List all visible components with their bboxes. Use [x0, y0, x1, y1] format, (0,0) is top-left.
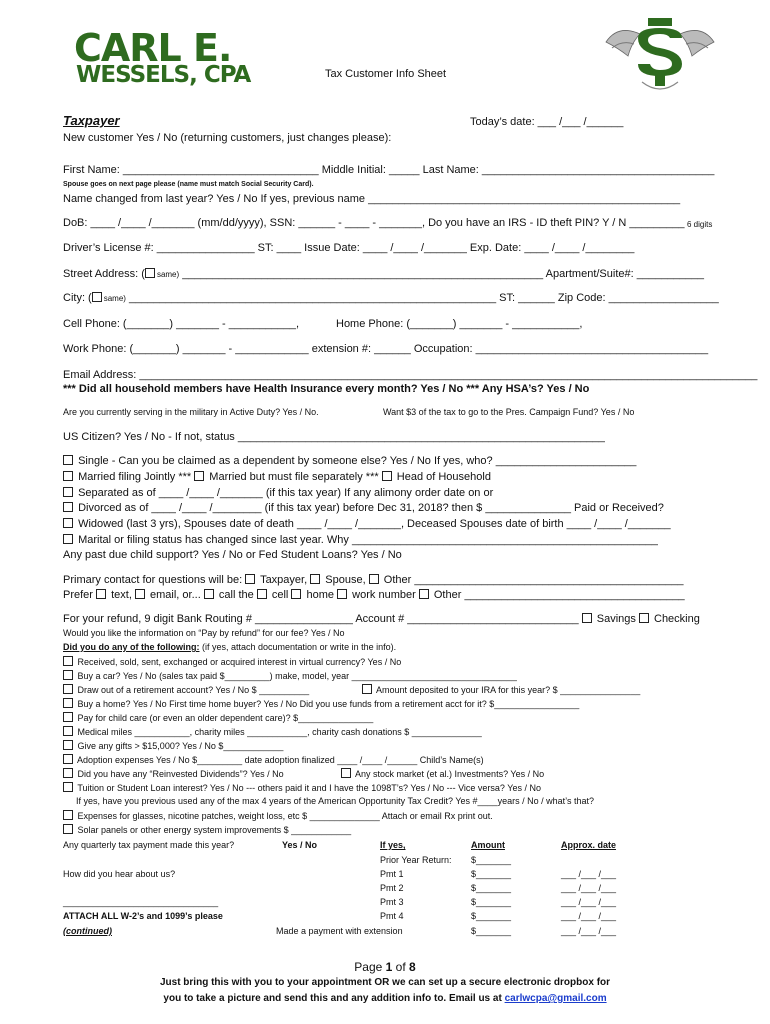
checkbox-icon[interactable] [63, 684, 73, 694]
item-solar[interactable]: Solar panels or other energy system improvements $ ____________ [63, 824, 351, 835]
checkbox-icon[interactable] [63, 810, 73, 820]
checkbox-icon[interactable] [382, 471, 392, 481]
payments-header-ifyes: If yes, [380, 840, 406, 850]
payment-row-amount[interactable]: $_______ [471, 855, 512, 865]
street-label: Street Address: ( [63, 268, 145, 280]
payment-row-date[interactable]: ___ /___ /___ [561, 926, 617, 936]
section-taxpayer-heading: Taxpayer [63, 113, 120, 128]
item-stock-market[interactable]: Any stock market (et al.) Investments? Yes / No [341, 768, 544, 779]
campaign-fund-question: Want $3 of the tax to go to the Pres. Campaign Fund? Yes / No [383, 407, 635, 417]
item-medical-miles[interactable]: Medical miles ___________, charity miles ____________, charity cash donations $ ______________ [63, 726, 482, 737]
brand-name-line2: WESSELS, CPA [76, 62, 251, 88]
attach-w2-note: ATTACH ALL W-2’s and 1099’s please [63, 911, 223, 921]
item-child-care[interactable]: Pay for child care (or even an older dependent care)? $_______________ [63, 712, 373, 723]
item-tuition[interactable]: Tuition or Student Loan interest? Yes / No --- others paid it and I have the 1098T’s? Yes / No --- Vice versa? Yes / No [63, 782, 541, 793]
checkbox-icon[interactable] [194, 471, 204, 481]
item-ira-deposit[interactable]: Amount deposited to your IRA for this year? $ ________________ [362, 684, 640, 695]
item-expenses[interactable]: Expenses for glasses, nicotine patches, weight loss, etc $ ______________ Attach or email Rx print out. [63, 810, 493, 821]
city-same-label: same) [103, 294, 126, 303]
payment-row-label: Pmt 3 [380, 897, 404, 907]
item-draw-out[interactable]: Draw out of a retirement account? Yes / No $ __________ [63, 684, 309, 695]
item-reinvested[interactable]: Did you have any “Reinvested Dividends”? Yes / No [63, 768, 284, 779]
checkbox-icon[interactable] [341, 768, 351, 778]
checkbox-icon[interactable] [204, 589, 214, 599]
prefer-contact-row[interactable]: Prefer text, email, or... call the cell home work number Other ____________________________________ [63, 589, 685, 601]
checkbox-icon[interactable] [92, 292, 102, 302]
city-rest: ____________________________________________________________ ST: ______ Zip Code: __________________ [129, 292, 719, 304]
payment-row-label: Pmt 4 [380, 911, 404, 921]
cell-phone-field[interactable]: Cell Phone: (_______) _______ - ___________, [63, 318, 300, 330]
payment-row-date[interactable]: ___ /___ /___ [561, 911, 617, 921]
payment-row-amount[interactable]: $_______ [471, 869, 512, 879]
email-address-field[interactable]: Email Address: _____________________________________________________________________________________________________ [63, 369, 758, 381]
checkbox-icon[interactable] [63, 754, 73, 764]
checkbox-icon[interactable] [145, 268, 155, 278]
spouse-note: Spouse goes on next page please (name must match Social Security Card). [63, 181, 314, 188]
continued-note: (continued) [63, 926, 112, 936]
checkbox-icon[interactable] [135, 589, 145, 599]
checkbox-icon[interactable] [63, 740, 73, 750]
brand-name-line1: CARL E. [74, 26, 232, 70]
payment-row-label: Prior Year Return: [380, 855, 452, 865]
checkbox-icon[interactable] [337, 589, 347, 599]
filing-widowed[interactable]: Widowed (last 3 yrs), Spouses date of death ____ /____ /_______, Deceased Spouses date of birth ____ /____ /_______ [63, 518, 671, 530]
street-same-label: same) [156, 270, 180, 279]
filing-divorced[interactable]: Divorced as of ____ /____ /________ (if this tax year) before Dec 31, 2018? then $ ______________ Paid or Received? [63, 502, 664, 514]
city-row[interactable] [63, 292, 719, 304]
checkbox-icon[interactable] [63, 455, 73, 465]
did-you-heading: Did you do any of the following: [63, 642, 200, 652]
todays-date-field[interactable]: Today’s date: ___ /___ /______ [470, 116, 624, 128]
military-question: Are you currently serving in the military in Active Duty? Yes / No. [63, 407, 319, 417]
checkbox-icon[interactable] [63, 768, 73, 778]
marital-change[interactable]: Marital or filing status has changed since last year. Why __________________________________________________ [63, 534, 658, 546]
filing-single[interactable]: Single - Can you be claimed as a dependent by someone else? Yes / No If yes, who? _______________________ [63, 455, 636, 467]
item-buy-home[interactable]: Buy a home? Yes / No First time home buyer? Yes / No Did you use funds from a retirement acct for it? $_________________ [63, 698, 579, 709]
checkbox-icon[interactable] [63, 824, 73, 834]
payment-row-amount[interactable]: $_______ [471, 883, 512, 893]
hear-about-us-field[interactable]: _______________________________ [63, 897, 219, 907]
payments-header-date: Approx. date [561, 840, 617, 850]
checkbox-icon[interactable] [639, 613, 649, 623]
hear-about-us-question: How did you hear about us? [63, 869, 176, 879]
payment-row-date[interactable]: ___ /___ /___ [561, 897, 617, 907]
dollar-eagle-logo-icon [598, 12, 722, 98]
payment-row-date[interactable]: ___ /___ /___ [561, 883, 617, 893]
checkbox-icon[interactable] [369, 574, 379, 584]
document-title: Tax Customer Info Sheet [325, 68, 447, 80]
pay-by-refund-question: Would you like the information on “Pay by refund” for our fee? Yes / No [63, 628, 345, 638]
did-you-heading-row: Did you do any of the following: (if yes, attach documentation or write in the info). [63, 642, 397, 652]
drivers-license-row[interactable]: Driver’s License #: ________________ ST: ____ Issue Date: ____ /____ /_______ Exp. Date: ____ /____ /________ [63, 242, 635, 254]
checkbox-icon[interactable] [63, 502, 73, 512]
name-changed-row[interactable]: Name changed from last year? Yes / No If yes, previous name ___________________________________________________ [63, 193, 681, 205]
checkbox-icon[interactable] [63, 534, 73, 544]
checkbox-icon[interactable] [63, 656, 73, 666]
refund-bank-row[interactable]: For your refund, 9 digit Bank Routing # ________________ Account # ____________________________ Savings Checking [63, 613, 700, 625]
name-fields-row[interactable]: First Name: ________________________________ Middle Initial: _____ Last Name: ______________________________________ [63, 164, 715, 176]
filing-separated[interactable]: Separated as of ____ /____ /_______ (if this tax year) If any alimony order date on or [63, 487, 493, 499]
new-customer-question: New customer Yes / No (returning customers, just changes please): [63, 132, 392, 144]
checkbox-icon[interactable] [257, 589, 267, 599]
work-phone-row[interactable]: Work Phone: (_______) _______ - ____________ extension #: ______ Occupation: ______________________________________ [63, 343, 709, 355]
home-phone-field[interactable]: Home Phone: (_______) _______ - ___________, [336, 318, 583, 330]
footer-line-2: you to take a picture and send this and any addition info to. Email us at carlwcpa@gmail.com [163, 993, 607, 1004]
health-insurance-question: *** Did all household members have Health Insurance every month? Yes / No *** Any HSA’s? Yes / No [63, 383, 590, 395]
item-adoption[interactable]: Adoption expenses Yes / No $_________ date adoption finalized ____ /____ /______ Child’s Name(s) [63, 754, 484, 765]
aotc-question: If yes, have you previous used any of the max 4 years of the American Opportunity Tax Credit? Yes #____years / No / what’s that? [76, 796, 594, 806]
checkbox-icon[interactable] [63, 698, 73, 708]
quarterly-question: Any quarterly tax payment made this year? [63, 840, 235, 850]
checkbox-icon[interactable] [245, 574, 255, 584]
made-payment-extension: Made a payment with extension [276, 926, 403, 936]
checkbox-icon[interactable] [63, 726, 73, 736]
filing-married-row[interactable]: Married filing Jointly *** Married but must file separately *** Head of Household [63, 471, 491, 483]
payment-row-amount[interactable]: $_______ [471, 911, 512, 921]
street-rest: ___________________________________________________________ Apartment/Suite#: ___________ [182, 268, 705, 280]
payment-row-amount[interactable]: $_______ [471, 926, 512, 936]
payment-row-amount[interactable]: $_______ [471, 897, 512, 907]
item-buy-car[interactable]: Buy a car? Yes / No (sales tax paid $_________) make, model, year _________________________________ [63, 670, 517, 681]
checkbox-icon[interactable] [63, 670, 73, 680]
checkbox-icon[interactable] [310, 574, 320, 584]
footer-line-1: Just bring this with you to your appointment OR we can set up a secure electronic dropbox for [159, 977, 611, 988]
six-digits-note: 6 digits [687, 220, 713, 229]
past-due-support: Any past due child support? Yes / No or Fed Student Loans? Yes / No [63, 549, 402, 561]
checkbox-icon[interactable] [63, 782, 73, 792]
city-label: City: ( [63, 292, 92, 304]
payment-row-label: Pmt 2 [380, 883, 404, 893]
payment-row-label: Pmt 1 [380, 869, 404, 879]
payment-row-date[interactable]: ___ /___ /___ [561, 869, 617, 879]
dob-ssn-row[interactable]: DoB: ____ /____ /_______ (mm/dd/yyyy), SSN: ______ - ____ - _______, Do you have an IRS - ID theft PIN? Y / N _________ [63, 217, 685, 229]
item-virtual-currency[interactable]: Received, sold, sent, exchanged or acquired interest in virtual currency? Yes / No [63, 656, 401, 667]
quarterly-yes-no: Yes / No [282, 840, 318, 850]
street-address-row[interactable] [63, 268, 704, 280]
checkbox-icon[interactable] [63, 487, 73, 497]
checkbox-icon[interactable] [63, 471, 73, 481]
us-citizen-row[interactable]: US Citizen? Yes / No - If not, status ____________________________________________________________ [63, 431, 605, 443]
checkbox-icon[interactable] [362, 684, 372, 694]
checkbox-icon[interactable] [419, 589, 429, 599]
item-gifts[interactable]: Give any gifts > $15,000? Yes / No $____________ [63, 740, 283, 751]
checkbox-icon[interactable] [582, 613, 592, 623]
primary-contact-row[interactable]: Primary contact for questions will be: Taxpayer, Spouse, Other ____________________________________________ [63, 574, 684, 586]
checkbox-icon[interactable] [291, 589, 301, 599]
page-indicator: Page 1 of 8 [354, 960, 416, 974]
checkbox-icon[interactable] [63, 518, 73, 528]
payments-header-amount: Amount [471, 840, 505, 850]
checkbox-icon[interactable] [96, 589, 106, 599]
checkbox-icon[interactable] [63, 712, 73, 722]
email-link[interactable]: carlwcpa@gmail.com [504, 993, 607, 1004]
